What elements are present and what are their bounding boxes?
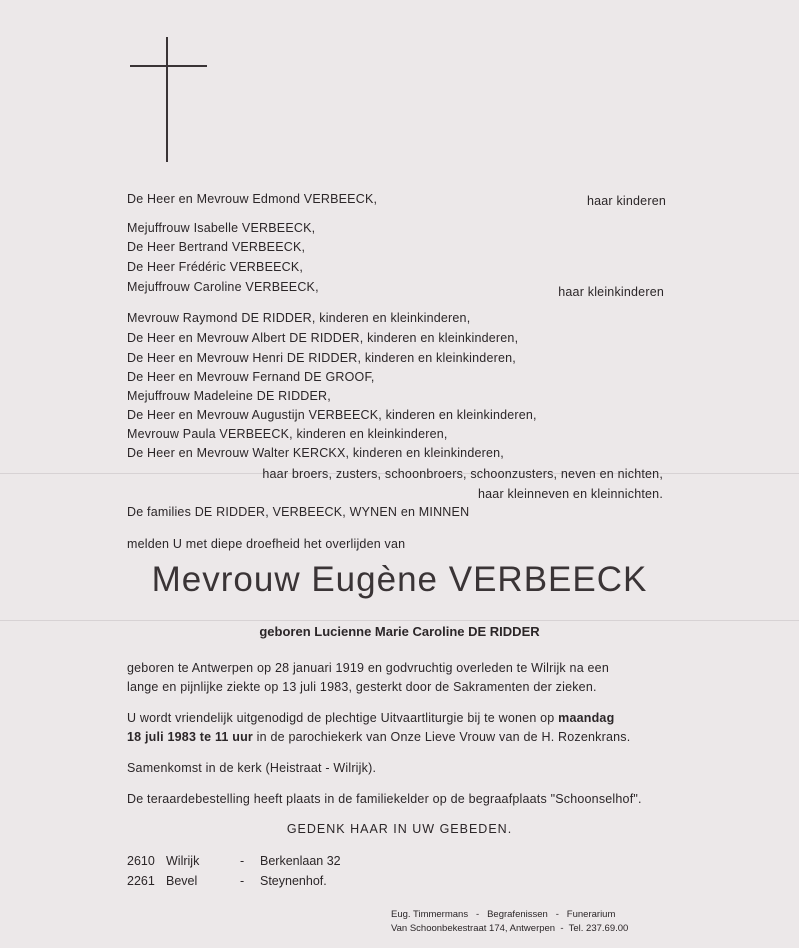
family-line: De Heer en Mevrouw Augustijn VERBEECK, kinderen en kleinkinderen,: [127, 408, 537, 422]
burial-line: De teraardebestelling heeft plaats in de familiekelder op de begraafplaats "Schoonselhof".: [127, 792, 642, 806]
family-line: De Heer en Mevrouw Albert DE RIDDER, kinderen en kleinkinderen,: [127, 331, 519, 345]
address-city: Wilrijk: [166, 854, 200, 868]
family-line: De families DE RIDDER, VERBEECK, WYNEN en MINNEN: [127, 505, 470, 519]
birth-name: geboren Lucienne Marie Caroline DE RIDDER: [259, 624, 540, 639]
invite-text: U wordt vriendelijk uitgenodigd de plechtige Uitvaartliturgie bij te wonen op: [127, 711, 559, 725]
family-line: De Heer en Mevrouw Fernand DE GROOF,: [127, 370, 375, 384]
details-line: geboren te Antwerpen op 28 januari 1919 en godvruchtig overleden te Wilrijk na een: [127, 661, 609, 675]
family-line: De Heer Bertrand VERBEECK,: [127, 240, 306, 254]
family-role: haar kinderen: [586, 194, 666, 208]
family-line: Mejuffrouw Isabelle VERBEECK,: [127, 221, 316, 235]
cross-icon-bar: [130, 65, 207, 67]
address-separator: -: [240, 874, 245, 888]
gathering-line: Samenkomst in de kerk (Heistraat - Wilrijk).: [127, 761, 377, 775]
family-line: Mevrouw Raymond DE RIDDER, kinderen en kleinkinderen,: [127, 311, 471, 325]
family-line: Mevrouw Paula VERBEECK, kinderen en kleinkinderen,: [127, 427, 448, 441]
address-city: Bevel: [166, 874, 198, 888]
prayer-line: GEDENK HAAR IN UW GEBEDEN.: [286, 822, 513, 836]
cross-icon: [166, 37, 168, 162]
family-role: haar broers, zusters, schoonbroers, schoonzusters, neven en nichten,: [262, 467, 663, 481]
family-role: haar kleinkinderen: [558, 285, 664, 299]
details-line: lange en pijnlijke ziekte op 13 juli 1983, gesterkt door de Sakramenten der zieken.: [127, 680, 597, 694]
family-line: De Heer en Mevrouw Walter KERCKX, kinderen en kleinkinderen,: [127, 446, 504, 460]
paper-fold: [0, 620, 799, 621]
family-line: De Heer Frédéric VERBEECK,: [127, 260, 304, 274]
invite-line: [127, 710, 614, 726]
undertaker-name: Eug. Timmermans - Begrafenissen - Funerarium: [391, 909, 616, 920]
address-postcode: 2610: [127, 854, 155, 868]
family-role: haar kleinneven en kleinnichten.: [478, 487, 663, 501]
invite-datetime: 18 juli 1983 te 11 uur: [127, 730, 253, 744]
family-line: Mejuffrouw Caroline VERBEECK,: [127, 280, 319, 294]
family-line: De Heer en Mevrouw Henri DE RIDDER, kinderen en kleinkinderen,: [127, 351, 516, 365]
invite-day: maandag: [558, 711, 615, 725]
family-line: Mejuffrouw Madeleine DE RIDDER,: [127, 389, 331, 403]
announcement: melden U met diepe droefheid het overlijden van: [127, 537, 406, 551]
invite-line: [127, 729, 630, 745]
address-separator: -: [240, 854, 245, 868]
undertaker-address: Van Schoonbekestraat 174, Antwerpen - Tel. 237.69.00: [391, 923, 629, 934]
address-street: Berkenlaan 32: [260, 854, 341, 868]
deceased-name: Mevrouw Eugène VERBEECK: [151, 560, 648, 599]
address-street: Steynenhof.: [260, 874, 327, 888]
family-line: De Heer en Mevrouw Edmond VERBEECK,: [127, 192, 378, 206]
address-postcode: 2261: [127, 874, 155, 888]
invite-text: in de parochiekerk van Onze Lieve Vrouw van de H. Rozenkrans.: [253, 730, 631, 744]
